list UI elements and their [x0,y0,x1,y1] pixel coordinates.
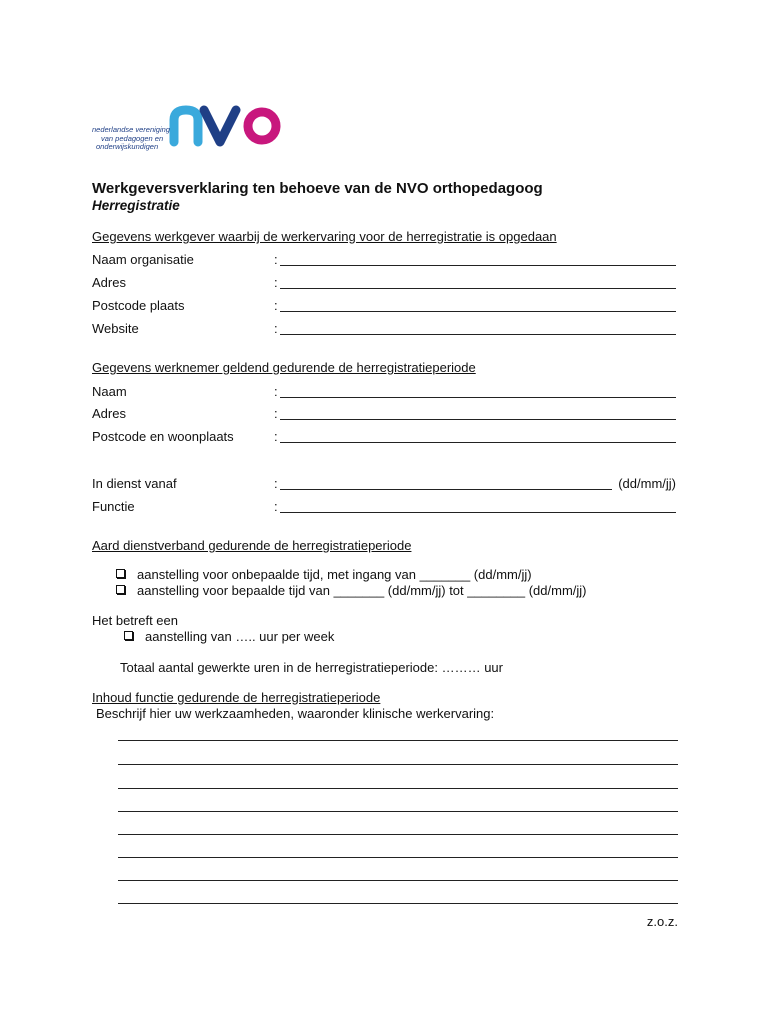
field-label: Postcode plaats [92,298,185,313]
option-bepaalde-tijd [116,583,586,598]
field-label: Functie [92,499,135,514]
field-adres-werknemer [92,406,678,422]
option-aanstelling-uren [124,629,334,644]
werkzaamheden-line-3[interactable] [118,788,678,789]
field-colon: : [274,252,278,267]
checkbox-bepaalde-tijd[interactable] [116,585,125,594]
postcode-woonplaats-input[interactable] [280,442,676,443]
field-label: Adres [92,406,126,421]
field-naam-werknemer [92,384,678,400]
field-colon: : [274,384,278,399]
field-colon: : [274,499,278,514]
option-onbepaalde-tijd [116,567,532,582]
option-label: aanstelling voor onbepaalde tijd, met ingang van _______ (dd/mm/jj) [137,567,532,582]
field-colon: : [274,406,278,421]
werkzaamheden-line-6[interactable] [118,857,678,858]
option-label: aanstelling van ….. uur per week [145,629,335,644]
document-subtitle: Herregistratie [92,198,180,213]
section-werknemer-heading: Gegevens werknemer geldend gedurende de herregistratieperiode [92,360,476,375]
functie-input[interactable] [280,512,676,513]
field-colon: : [274,476,278,491]
naam-organisatie-input[interactable] [280,265,676,266]
date-format-hint: (dd/mm/jj) [618,476,676,491]
werkzaamheden-line-7[interactable] [118,880,678,881]
document-title: Werkgeversverklaring ten behoeve van de NVO orthopedagoog [92,180,543,197]
werkzaamheden-line-5[interactable] [118,834,678,835]
checkbox-onbepaalde-tijd[interactable] [116,569,125,578]
field-colon: : [274,298,278,313]
field-in-dienst-vanaf [92,476,678,492]
werkzaamheden-line-4[interactable] [118,811,678,812]
field-functie [92,499,678,515]
section-dienstverband-heading: Aard dienstverband gedurende de herregistratieperiode [92,538,412,553]
field-label: Naam [92,384,127,399]
adres-werknemer-input[interactable] [280,419,676,420]
field-colon: : [274,275,278,290]
field-colon: : [274,429,278,444]
inhoud-instruction: Beschrijf hier uw werkzaamheden, waaronder klinische werkervaring: [96,706,495,721]
naam-werknemer-input[interactable] [280,397,676,398]
betreft-label: Het betreft een [92,613,178,628]
website-input[interactable] [280,334,676,335]
field-postcode-plaats [92,298,678,314]
werkzaamheden-line-8[interactable] [118,903,678,904]
werkzaamheden-line-1[interactable] [118,740,678,741]
field-label: Adres [92,275,126,290]
page-footer-zoz: z.o.z. [646,914,678,929]
option-label: aanstelling voor bepaalde tijd van _______ (dd/mm/jj) tot ________ (dd/mm/jj) [137,583,587,598]
section-inhoud-heading: Inhoud functie gedurende de herregistratieperiode [92,690,381,705]
postcode-plaats-input[interactable] [280,311,676,312]
in-dienst-vanaf-input[interactable] [280,489,612,490]
werkzaamheden-line-2[interactable] [118,764,678,765]
checkbox-aanstelling-uren[interactable] [124,631,133,640]
field-colon: : [274,321,278,336]
section-werkgever-heading: Gegevens werkgever waarbij de werkervaring voor de herregistratie is opgedaan [92,229,557,244]
totaal-uren-text: Totaal aantal gewerkte uren in de herregistratieperiode: ……… uur [120,660,503,675]
field-label: Postcode en woonplaats [92,429,234,444]
field-label: Naam organisatie [92,252,194,267]
nvo-logo [92,98,292,162]
field-label: Website [92,321,139,336]
field-naam-organisatie [92,252,678,268]
logo-subtitle: nederlandse vereniging van pedagogen en onderwijskundigen [92,125,170,151]
field-website [92,321,678,337]
field-label: In dienst vanaf [92,476,177,491]
field-adres-werkgever [92,275,678,291]
adres-werkgever-input[interactable] [280,288,676,289]
field-postcode-woonplaats [92,429,678,445]
